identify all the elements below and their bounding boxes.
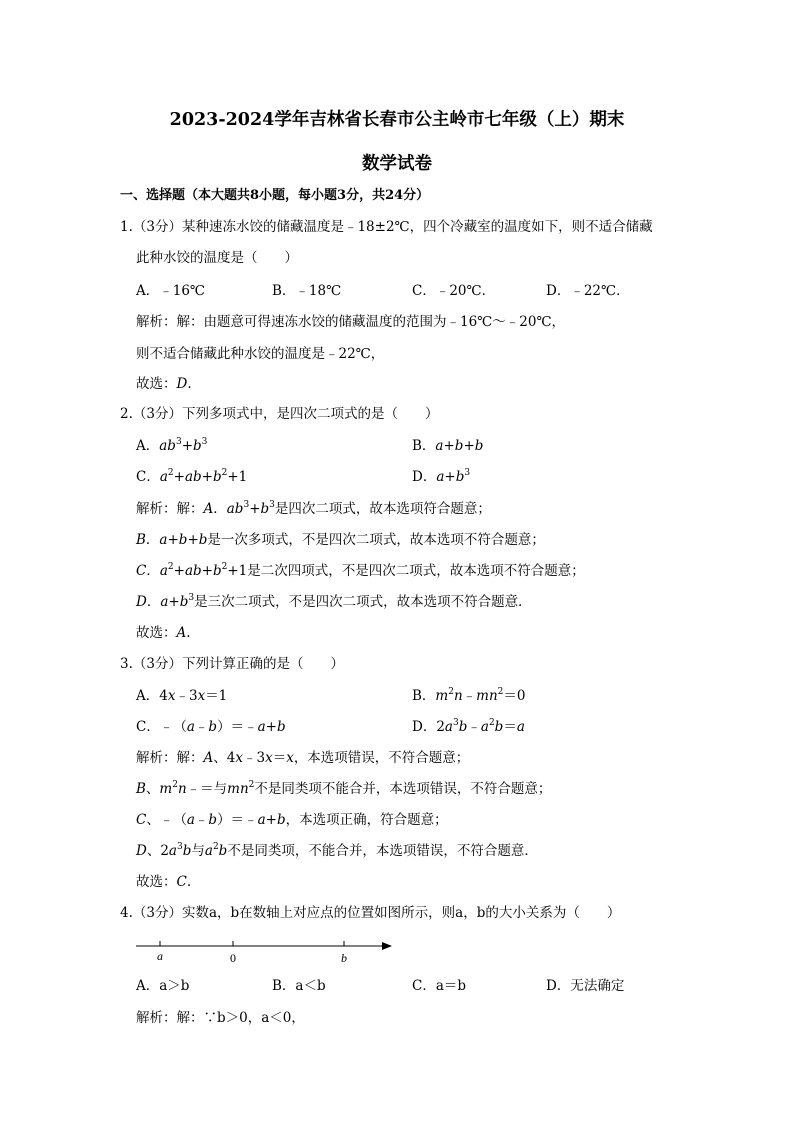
q1-option-c: C．﹣20℃．: [412, 283, 496, 299]
q1-analysis-line2: 则不适合储藏此种水饺的温度是﹣22℃，: [136, 346, 385, 362]
q3-option-c: C．﹣（a﹣b）＝﹣a+b: [136, 719, 286, 735]
q4-option-d: D．无法确定: [546, 978, 625, 994]
label-zero: 0: [230, 951, 236, 965]
page-subtitle: 数学试卷: [362, 154, 432, 174]
q3-analysis-line3: C、﹣（a﹣b）＝﹣a+b，本选项正确，符合题意；: [136, 812, 448, 828]
q3-option-b: B．$m^2n﹣mn^2=0$: [412, 687, 526, 704]
q2-answer: 故选：A.: [136, 625, 191, 641]
q1-option-d: D．﹣22℃．: [546, 283, 630, 299]
q3-option-a: A．4x﹣3x＝1: [136, 688, 228, 704]
q2-analysis-line3: C．$a^2+ab+b^2+1$是二次四项式，不是四次二项式，故本选项不符合题意；: [136, 562, 585, 579]
q1-option-b: B．﹣18℃: [272, 283, 342, 299]
q2-analysis-line1: 解析：解：A．$ab^3+b^3$是四次二项式，故本选项符合题意；: [136, 500, 491, 517]
q4-option-a: A．a＞b: [136, 978, 190, 994]
q3-stem: 3.（3分）下列计算正确的是（ ）: [120, 656, 344, 672]
q3-analysis-line1: 解析：解：A、4x﹣3x＝x，本选项错误，不符合题意；: [136, 750, 470, 766]
number-line-diagram: [130, 938, 400, 970]
number-line-arrow: [382, 942, 392, 950]
q1-stem-line2: 此种水饺的温度是（ ）: [136, 250, 298, 266]
q1-option-a: A．﹣16℃: [136, 283, 206, 299]
label-a: a: [157, 949, 163, 963]
q2-stem: 2.（3分）下列多项式中，是四次二项式的是（ ）: [120, 406, 439, 422]
label-b: b: [341, 951, 347, 965]
q4-option-b: B．a＜b: [272, 978, 326, 994]
q4-option-c: C．a＝b: [412, 978, 467, 994]
q2-option-c: C．$a^2+ab+b^2+1$: [136, 468, 248, 485]
q2-analysis-line4: D．$a+b^3$是三次二项式，不是四次二项式，故本选项不符合题意．: [136, 593, 532, 610]
q1-answer: 故选：D.: [136, 376, 192, 392]
q3-analysis-line4: D、$2a^3b$与$a^2b$不是同类项，不能合并，本选项错误，不符合题意．: [136, 842, 538, 859]
q2-option-b: B．a+b+b: [412, 438, 484, 454]
q1-analysis-line1: 解析：解：由题意可得速冻水饺的储藏温度的范围为﹣16℃～﹣20℃，: [136, 314, 566, 330]
page-title: 2023-2024学年吉林省长春市公主岭市七年级（上）期末: [169, 110, 625, 130]
q1-stem-line1: 1.（3分）某种速冻水饺的储藏温度是﹣18±2℃，四个冷藏室的温度如下，则不适合储藏: [120, 219, 653, 235]
q2-option-a: A．$ab^3+b^3$: [136, 437, 208, 454]
q3-analysis-line2: B、$m^2n﹣=$与$mn^2$不是同类项不能合并，本选项错误，不符合题意；: [136, 780, 552, 797]
section-header: 一、选择题（本大题共8小题，每小题3分，共24分）: [120, 188, 430, 203]
q4-stem: 4.（3分）实数a，b在数轴上对应点的位置如图所示，则a，b的大小关系为（ ）: [120, 905, 621, 921]
q2-option-d: D．$a+b^3$: [412, 468, 471, 485]
q4-analysis-line1: 解析：解：∵b＞0，a＜0，: [136, 1010, 305, 1026]
q3-option-d: D．$2a^3b﹣a^2b=a$: [412, 718, 525, 735]
q3-answer: 故选：C.: [136, 874, 192, 890]
q2-analysis-line2: B．a+b+b是一次多项式，不是四次二项式，故本选项不符合题意；: [136, 532, 545, 548]
